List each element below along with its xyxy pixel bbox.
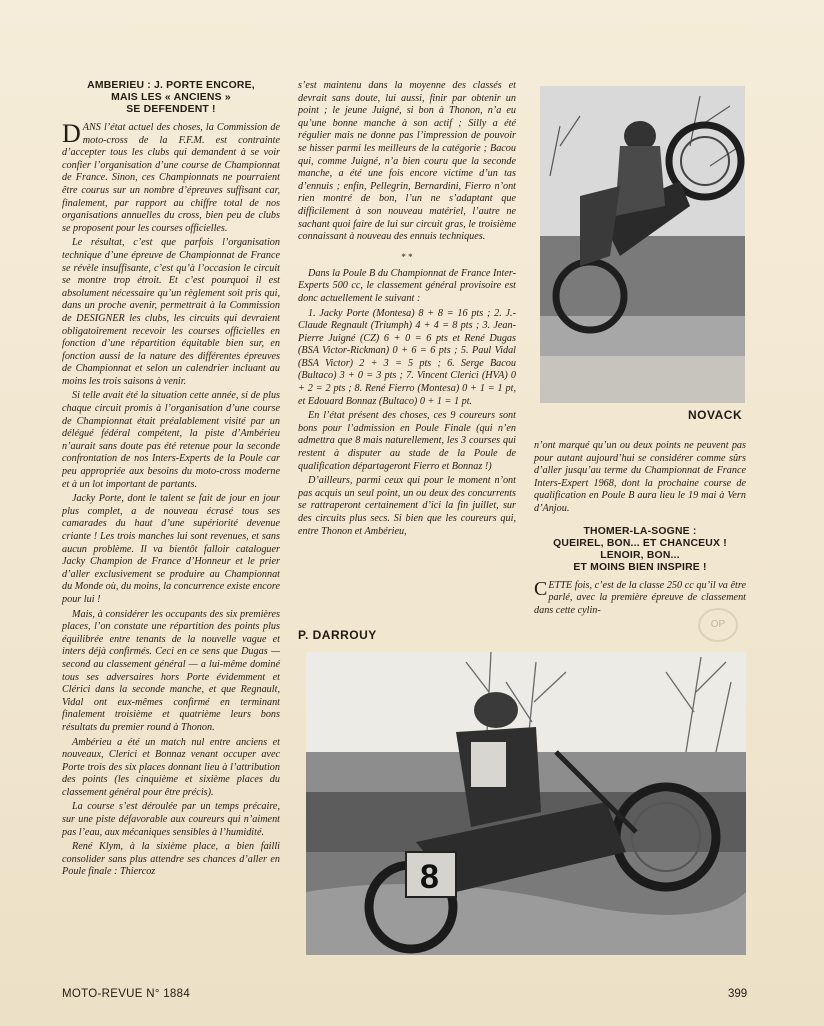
photo-rider-number-8 xyxy=(306,652,746,955)
drop-cap: D xyxy=(62,119,81,148)
paragraph: CETTE fois, c’est de la classe 250 cc qu’il va être parlé, avec la première épreuve de classement dans cette cylin- xyxy=(534,577,746,616)
photo-rider-jump-image xyxy=(540,86,745,403)
paragraph: Ambérieu a été un match nul entre anciens et nouveaux, Clerici et Bonnaz venant occuper avec Porte trois des six places donnant lieu à l’attribution des points (les cinquième et sixième places du classement général pour être précis). xyxy=(62,736,280,798)
paragraph: Mais, à considérer les occupants des six premières places, l’on constate une répartition des points plus équilibrée entre tenants de la nouvelle vague et inters déjà confirmés. Ceci en ce sens que Dugas — second au classement général — a lui-même dominé tous ses adversaires hors Porte évidemment et Clérici dans la seconde manche, et que Regnault, Vidal ont eux-mêmes confirmé en terminant finalement troisième et quatrième leurs bons résultats du premier round à Thonon. xyxy=(62,608,280,733)
article-column-3 xyxy=(534,440,746,619)
paragraph: Si telle avait été la situation cette année, si de plus chaque circuit promis à l’organisation d’une course de Championnat était préalablement visité par un délégué fédéral compétent, la piste d’Ambérieu n’aurait sans doute pas été retenue pour la seconde confrontation de nos Inters-Experts de la Poule car peu appropriée aux besoins du moto-cross moderne et à un lot important de partants. xyxy=(62,390,280,490)
paragraph: s’est maintenu dans la moyenne des classés et devrait sans doute, lui aussi, finir par obtenir un point ; le jeune Juigné, si bon à Thonon, n’a eu qu’une bonne manche à son actif ; Silly a été régulier mais ne donne pas l’impression de pouvoir se hisser parmi les meilleurs de la catégorie ; Bacou qui, comme Juigné, n’a bien couru que la seconde manche, a été une fois encore victime d’un tas d’ennuis ; enfin, Pellegrin, Bernardini, Fierro n’ont rien montré de bon, l’un ne s’adaptant que difficilement à son nouveau matériel, l’autre ne sachant quoi faire de lui sur circuit gras, le troisième connaissant à nouveau des ennuis techniques. xyxy=(298,80,516,243)
paragraph: René Klym, à la sixième place, a bien failli consolider sans plus attendre ses chances d’aller en Poule finale : Thiercoz xyxy=(62,841,280,878)
headline-line: SE DEFENDENT ! xyxy=(126,104,216,115)
headline-line: ET MOINS BIEN INSPIRE ! xyxy=(573,561,707,573)
headline-line: AMBERIEU : J. PORTE ENCORE, xyxy=(87,80,255,91)
photo-rider-jump xyxy=(540,86,745,403)
paragraph: D’ailleurs, parmi ceux qui pour le moment n’ont pas acquis un seul point, un ou deux des concurrents se rattraperont certainement d’ici la fin juillet, sur des circuits plus secs. Si bien que les coureurs qui, entre Thonon et Ambérieu, xyxy=(298,475,516,537)
headline-line: MAIS LES « ANCIENS » xyxy=(111,92,231,103)
paragraph: La course s’est déroulée par un temps précaire, sur une piste défavorable aux coureurs qui n’aiment pas l’eau, aux mécaniques sensibles à l’humidité. xyxy=(62,801,280,838)
standings-list: 1. Jacky Porte (Montesa) 8 + 8 = 16 pts ; 2. J.-Claude Regnault (Triumph) 4 + 4 = 8 pts ; 3. Jean-Pierre Juigné (CZ) 6 + 0 = 6 pts et René Dugas (BSA Victor-Rickman) 0 + 6 = 6 pts ; 5. Paul Vidal (BSA Victor) 2 + 3 = 5 pts ; 6. Serge Bacou (Bultaco) 3 + 0 = 3 pts ; 7. Vincent Clerici (HVA) 0 + 2 = 2 pts ; 8. René Fierro (Montesa) 0 + 1 = 1 pt, et Edouard Bonnaz (Bultaco) 0 + 1 = 1 pt. xyxy=(298,307,516,407)
drop-cap: C xyxy=(534,577,548,600)
race-number-plate: 8 xyxy=(420,858,439,896)
paragraph: Jacky Porte, dont le talent se fait de jour en jour plus complet, a de nouveau écrasé tous ses camarades du haut d’une supériorité devenue criante ! Les trois manches lui sont revenues, et sans aucun problème. Il va bientôt falloir cataloguer Jacky Champion de France d’Honneur et le prier d’aller exclusivement se produire au Championnat du Monde où, du moins, la concurrence existe encore pour lui ! xyxy=(62,493,280,605)
paragraph: En l’état présent des choses, ces 9 coureurs sont bons pour l’admission en Poule Finale (qui n’en admettra que 8 mais naturellement, les 3 courses qui restent à disputer au stade de la Poule de qualification départageront Fierro et Bonnaz !) xyxy=(298,410,516,472)
paragraph: DANS l’état actuel des choses, la Commission de moto-cross de la F.F.M. est contrainte d’accepter tous les clubs qui demandent à se voir confier l’organisation d’une course de Championnat de France. Sinon, ces Championnats ne pourraient être courus sur un nombre d’épreuves suffisant car, finalement, par rapport au chiffre total de nos organisations annuelles du cross, bien peu de clubs se proposent pour les courses officielles. xyxy=(62,119,280,234)
paragraph: n’ont marqué qu’un ou deux points ne peuvent pas pour autant aujourd’hui se considérer comme sûrs d’aller jusqu’au terme du Championnat de France Inters-Expert 1968, dont la prochaine course de qualification en Poule B aura lieu le 19 mai à Vern d’Anjou. xyxy=(534,440,746,514)
section-separator: * * xyxy=(401,251,413,262)
article-column-1 xyxy=(62,80,280,881)
paragraph: Dans la Poule B du Championnat de France Inter-Experts 500 cc, le classement général provisoire est donc actuellement le suivant : xyxy=(298,267,516,304)
headline-line: THOMER-LA-SOGNE : xyxy=(583,525,697,537)
headline-amberieu xyxy=(62,80,280,116)
photo-credit: NOVACK xyxy=(688,408,743,422)
magazine-issue: MOTO-REVUE N° 1884 xyxy=(62,988,191,1000)
headline-line: QUEIREL, BON... ET CHANCEUX ! xyxy=(553,537,727,549)
headline-line: LENOIR, BON... xyxy=(600,549,680,561)
watermark: OP xyxy=(698,608,738,642)
headline-thomer xyxy=(534,526,746,574)
page-number: 399 xyxy=(728,988,748,1000)
photo-rider-number-8-image xyxy=(306,652,746,955)
photo-credit: P. DARROUY xyxy=(298,628,377,642)
paragraph: Le résultat, c’est que parfois l’organisation technique d’une épreuve de Championnat de France se révèle insuffisante, c’est qu’à l’occasion le circuit se montre trop étroit. Et c’est pourquoi il est absolument nécessaire qu’un règlement soit pris qui, dans un proche avenir, permettrait à la Commission de DESIGNER les clubs, les circuits qui devraient obligatoirement recevoir les courses officielles en fonction d’une répartition équitable bien sur, en fonction aussi de la nature des différentes épreuves de Championnat et selon un calendrier incluant au moins les trois saisons à venir. xyxy=(62,237,280,387)
